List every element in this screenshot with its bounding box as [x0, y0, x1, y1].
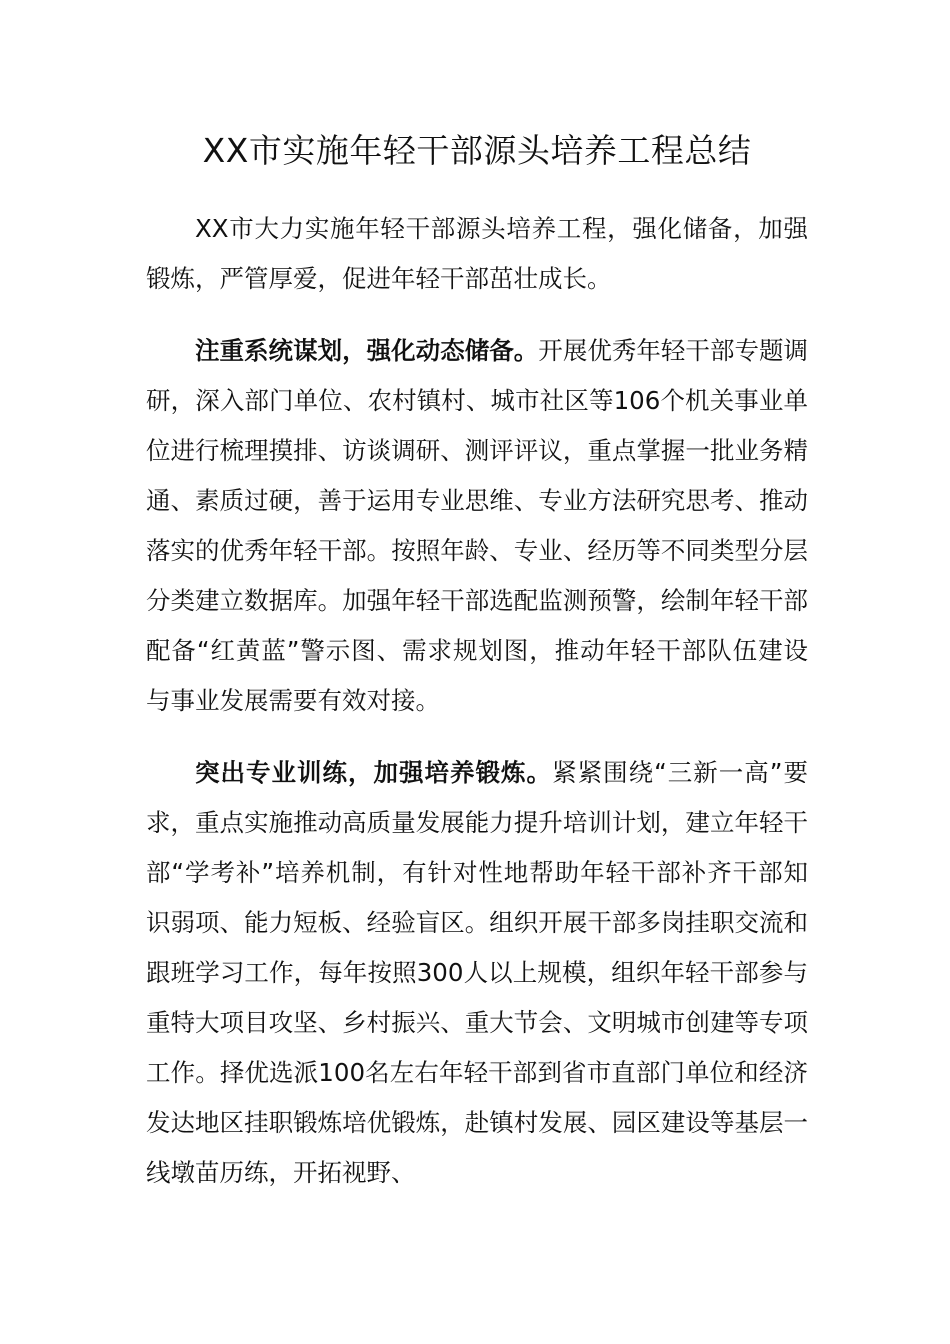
intro-paragraph: XX市大力实施年轻干部源头培养工程，强化储备，加强锻炼，严管厚爱，促进年轻干部茁壮成长。 [146, 214, 808, 293]
section-paragraph-2 [146, 748, 808, 1198]
section-lead-1: 注重系统谋划，强化动态储备。 [195, 336, 539, 365]
section-lead-2: 突出专业训练，加强培养锻炼。 [195, 758, 553, 787]
section-body-1: 开展优秀年轻干部专题调研，深入部门单位、农村镇村、城市社区等106个机关事业单位进行梳理摸排、访谈调研、测评评议，重点掌握一批业务精通、素质过硬，善于运用专业思维、专业方法研究思考、推动落实的优秀年轻干部。按照年龄、专业、经历等不同类型分层分类建立数据库。加强年轻干部选配监测预警，绘制年轻干部配备“红黄蓝”警示图、需求规划图，推动年轻干部队伍建设与事业发展需要有效对接。 [146, 336, 809, 715]
document-title: XX市实施年轻干部源头培养工程总结 [202, 131, 752, 170]
document-page [146, 128, 808, 1198]
section-paragraph-1 [146, 326, 808, 726]
section-body-2: 紧紧围绕“三新一高”要求，重点实施推动高质量发展能力提升培训计划，建立年轻干部“学考补”培养机制，有针对性地帮助年轻干部补齐干部知识弱项、能力短板、经验盲区。组织开展干部多岗挂职交流和跟班学习工作，每年按照300人以上规模，组织年轻干部参与重特大项目攻坚、乡村振兴、重大节会、文明城市创建等专项工作。择优选派100名左右年轻干部到省市直部门单位和经济发达地区挂职锻炼培优锻炼，赴镇村发展、园区建设等基层一线墩苗历练，开拓视野、 [146, 758, 808, 1187]
